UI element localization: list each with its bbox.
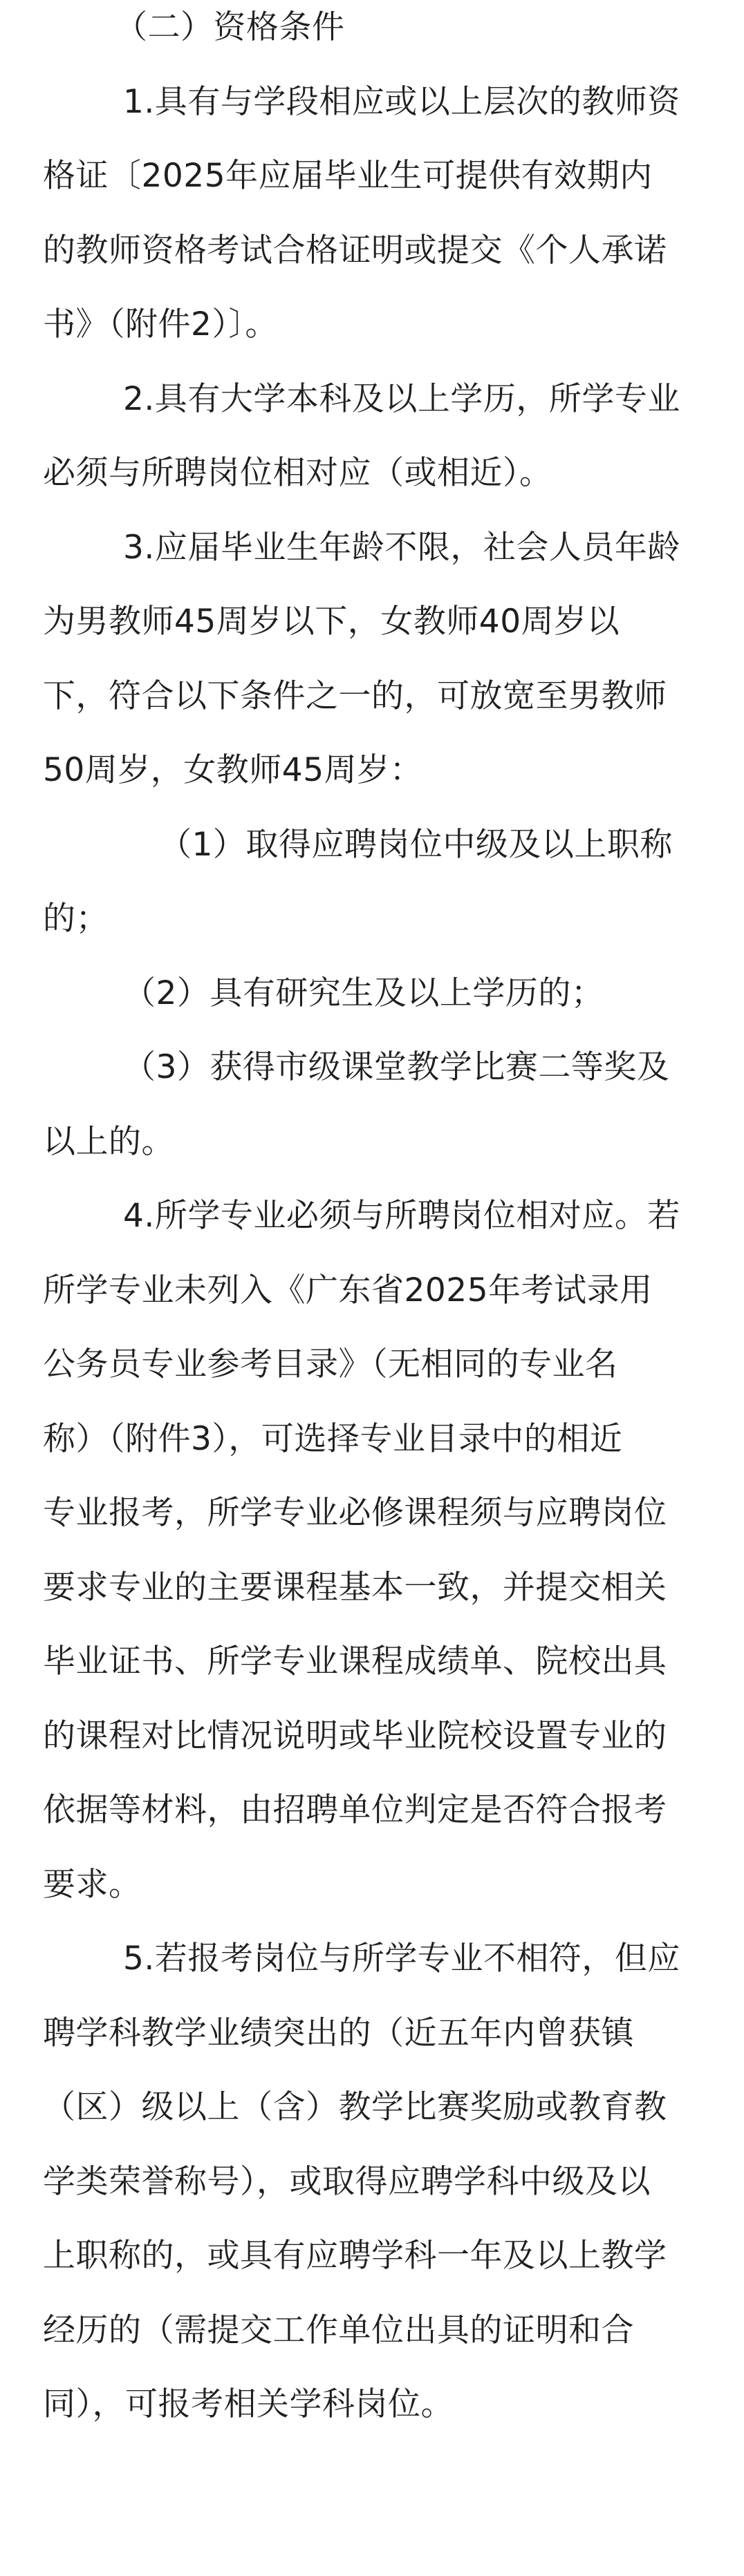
text-line: 同），可报考相关学科岗位。 (43, 2385, 454, 2423)
text-line: 学类荣誉称号），或取得应聘学科中级及以 (43, 2163, 651, 2201)
text-line: 公务员专业参考目录》（无相同的专业名 (43, 1345, 618, 1383)
text-line: 的教师资格考试合格证明或提交《个人承诺 (43, 231, 667, 269)
text-line: 书》（附件2）〕。 (43, 305, 278, 343)
text-line: 3.应届毕业生年龄不限，社会人员年龄 (123, 529, 680, 567)
text-line: 为男教师45周岁以下，女教师40周岁以 (43, 603, 620, 641)
text-line: 所学专业未列入《广东省2025年考试录用 (43, 1271, 653, 1309)
text-line: 下，符合以下条件之一的，可放宽至男教师 (43, 677, 667, 715)
text-line: （区）级以上（含）教学比赛奖励或教育教 (43, 2088, 667, 2126)
text-line: 要求。 (43, 1866, 142, 1904)
text-line: 经历的（需提交工作单位出具的证明和合 (43, 2311, 634, 2349)
text-line: 称）（附件3），可选择专业目录中的相近 (43, 1420, 623, 1458)
text-line: 要求专业的主要课程基本一致，并提交相关 (43, 1569, 667, 1607)
text-line: 依据等材料，由招聘单位判定是否符合报考 (43, 1791, 667, 1829)
text-line: 聘学科教学业绩突出的（近五年内曾获镇 (43, 2014, 634, 2052)
text-line: 上职称的，或具有应聘学科一年及以上教学 (43, 2237, 667, 2275)
section-heading: （二）资格条件 (115, 8, 345, 46)
text-line: （1）取得应聘岗位中级及以上职称 (159, 826, 673, 864)
text-line: （2）具有研究生及以上学历的； (123, 974, 604, 1012)
text-line: 专业报考，所学专业必修课程须与应聘岗位 (43, 1494, 667, 1532)
text-line: 1.具有与学段相应或以上层次的教师资 (123, 83, 680, 121)
text-line: （3）获得市级课堂教学比赛二等奖及 (123, 1048, 670, 1086)
text-line: 4.所学专业必须与所聘岗位相对应。若 (123, 1197, 680, 1235)
text-line: 的课程对比情况说明或毕业院校设置专业的 (43, 1717, 667, 1755)
text-line: 毕业证书、所学专业课程成绩单、院校出具 (43, 1642, 667, 1680)
text-line: 以上的。 (43, 1123, 174, 1161)
text-line: 的； (43, 900, 109, 938)
text-line: 50周岁，女教师45周岁： (43, 751, 423, 789)
text-line: 2.具有大学本科及以上学历，所学专业 (123, 380, 680, 418)
text-line: 格证〔2025年应届毕业生可提供有效期内 (43, 157, 653, 195)
text-line: 5.若报考岗位与所学专业不相符，但应 (123, 1940, 680, 1978)
text-line: 必须与所聘岗位相对应（或相近）。 (43, 454, 552, 492)
